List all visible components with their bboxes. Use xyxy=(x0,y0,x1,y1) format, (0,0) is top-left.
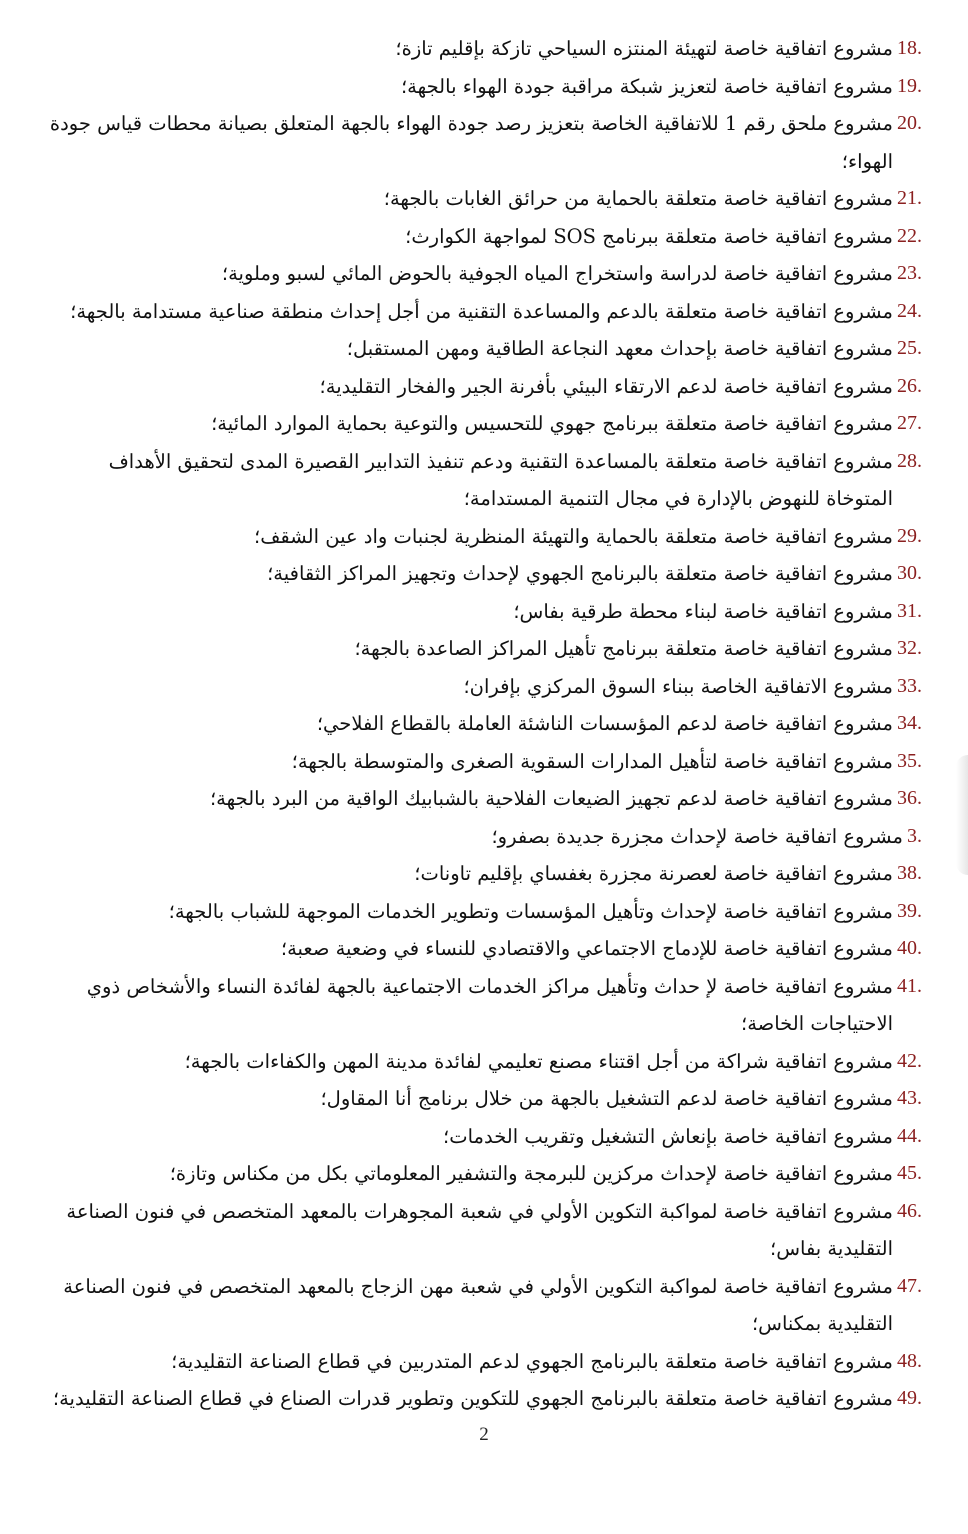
item-number: 29. xyxy=(897,524,922,547)
item-number: 34. xyxy=(897,712,922,734)
item-text: مشروع اتفاقية خاصة متعلقة بالبرنامج الجهوي لدعم المتدربين في قطاع الصناعة التقليدية؛ xyxy=(171,1349,893,1373)
list-item xyxy=(42,368,922,406)
list-item xyxy=(42,593,922,631)
item-text: مشروع اتفاقية خاصة لتأهيل المدارات السقوية الصغرى والمتوسطة بالجهة؛ xyxy=(291,749,893,773)
item-number: 22. xyxy=(897,224,922,247)
item-number: 38. xyxy=(897,862,922,884)
list-item xyxy=(42,105,922,180)
item-text: مشروع اتفاقية خاصة متعلقة ببرنامج جهوي للتحسيس والتوعية بحماية الموارد المائية؛ xyxy=(211,412,893,435)
list-item xyxy=(42,855,922,893)
item-number: 28. xyxy=(897,449,922,472)
list-item xyxy=(42,555,922,593)
item-number: 39. xyxy=(897,899,922,922)
item-text: مشروع اتفاقية خاصة لتعزيز شبكة مراقبة جودة الهواء بالجهة؛ xyxy=(400,74,893,98)
item-text: مشروع اتفاقية خاصة لمواكبة التكوين الأولي في شعبة مهن الزجاج بالمعهد المتخصص في فنون الصناعة التقليدية بمكناس؛ xyxy=(63,1274,893,1335)
item-number: 21. xyxy=(897,187,922,209)
item-text: مشروع اتفاقية خاصة لدراسة واستخراج المياه الجوفية بالحوض المائي لسبو وملوية؛ xyxy=(221,262,893,285)
list-item xyxy=(42,405,922,443)
list-item xyxy=(42,218,922,256)
item-text: مشروع اتفاقية خاصة لبناء محطة طرقية بفاس؛ xyxy=(513,599,893,623)
item-text: مشروع اتفاقية خاصة لإحداث مجزرة جديدة بصفرو؛ xyxy=(491,824,903,848)
item-number: 42. xyxy=(897,1049,922,1072)
list-item xyxy=(42,1380,922,1418)
item-text: مشروع اتفاقية خاصة للإدماج الاجتماعي والاقتصادي للنساء في وضعية صعبة؛ xyxy=(280,937,893,960)
item-number: 25. xyxy=(897,337,922,359)
item-text: مشروع اتفاقية خاصة لدعم تجهيز الضيعات الفلاحية بالشبابيك الواقية من البرد بالجهة؛ xyxy=(209,787,893,810)
page-edge-shadow xyxy=(956,755,968,875)
list-item xyxy=(42,705,922,743)
list-item xyxy=(42,818,922,856)
list-item xyxy=(42,668,922,706)
list-item xyxy=(42,1043,922,1081)
item-text: مشروع اتفاقية خاصة متعلقة بالحماية من حرائق الغابات بالجهة؛ xyxy=(383,187,893,210)
list-item xyxy=(42,1193,922,1268)
list-item xyxy=(42,893,922,931)
item-text: مشروع اتفاقية خاصة لإحداث وتأهيل المؤسسات وتطوير الخدمات الموجهة للشباب بالجهة؛ xyxy=(168,899,893,923)
list-item xyxy=(42,743,922,781)
item-number: 47. xyxy=(897,1274,922,1297)
item-text: مشروع اتفاقية خاصة لعصرنة مجزرة بغفساي بإقليم تاونات؛ xyxy=(414,862,893,885)
item-number: 46. xyxy=(897,1199,922,1222)
item-text: مشروع اتفاقية خاصة لإ حداث وتأهيل مراكز الخدمات الاجتماعية بالجهة لفائدة النساء والأشخاص ذوي الاحتياجات الخاصة؛ xyxy=(86,974,893,1035)
item-text: مشروع ملحق رقم 1 للاتفاقية الخاصة بتعزيز رصد جودة الهواء بالجهة المتعلق بصيانة محطات قياس جودة الهواء؛ xyxy=(49,112,893,173)
list-item xyxy=(42,293,922,331)
list-item xyxy=(42,968,922,1043)
item-text: مشروع اتفاقية شراكة من أجل اقتناء مصنع تعليمي لفائدة مدينة المهن والكفاءات بالجهة؛ xyxy=(184,1049,893,1073)
list-item xyxy=(42,630,922,668)
item-text: مشروع اتفاقية خاصة متعلقة بالحماية والتهيئة المنظرية لجنبات واد عين الشقف؛ xyxy=(254,524,893,548)
item-text: مشروع اتفاقية خاصة بإحداث معهد النجاعة الطاقية ومهن المستقبل؛ xyxy=(346,337,893,360)
item-number: 43. xyxy=(897,1087,922,1109)
item-number: 35. xyxy=(897,749,922,772)
list-item xyxy=(42,1080,922,1118)
item-number: 36. xyxy=(897,787,922,809)
item-number: 27. xyxy=(897,412,922,434)
item-number: 45. xyxy=(897,1162,922,1184)
list-item xyxy=(42,68,922,106)
list-item xyxy=(42,930,922,968)
list-item xyxy=(42,518,922,556)
item-number: 33. xyxy=(897,674,922,697)
item-text: مشروع اتفاقية خاصة لدعم التشغيل بالجهة من خلال برنامج أنا المقاول؛ xyxy=(320,1087,893,1110)
item-text: مشروع اتفاقية خاصة لدعم المؤسسات الناشئة العاملة بالقطاع الفلاحي؛ xyxy=(316,712,893,735)
list-item xyxy=(42,780,922,818)
item-number: 26. xyxy=(897,374,922,397)
item-number: 32. xyxy=(897,637,922,659)
item-text: مشروع اتفاقية خاصة لتهيئة المنتزه السياحي تازكة بإقليم تازة؛ xyxy=(395,37,893,60)
item-text: مشروع اتفاقية خاصة متعلقة بالبرنامج الجهوي لإحداث وتجهيز المراكز الثقافية؛ xyxy=(267,562,893,585)
item-number: 48. xyxy=(897,1349,922,1372)
page-number: 2 xyxy=(479,1424,489,1445)
item-text: مشروع اتفاقية خاصة لمواكبة التكوين الأولي في شعبة المجوهرات بالمعهد المتخصص في فنون الصناعة التقليدية بفاس؛ xyxy=(66,1199,893,1260)
item-number: 44. xyxy=(897,1124,922,1147)
item-text: مشروع اتفاقية خاصة بإنعاش التشغيل وتقريب الخدمات؛ xyxy=(443,1124,893,1148)
item-number: 31. xyxy=(897,599,922,622)
item-text: مشروع اتفاقية خاصة متعلقة بالمساعدة التقنية ودعم تنفيذ التدابير القصيرة المدى لتحقيق الأهداف المتوخاة للنهوض بالإدارة في مجال التنمية المستدامة؛ xyxy=(108,449,893,510)
item-number: 24. xyxy=(897,299,922,322)
list-item xyxy=(42,30,922,68)
list-item xyxy=(42,255,922,293)
list-item xyxy=(42,180,922,218)
item-number: 3. xyxy=(907,824,922,847)
item-number: 41. xyxy=(897,974,922,997)
list-item xyxy=(42,443,922,518)
item-number: 19. xyxy=(897,74,922,97)
list-item xyxy=(42,1155,922,1193)
agreement-list xyxy=(42,30,922,1418)
item-number: 40. xyxy=(897,937,922,959)
item-number: 49. xyxy=(897,1387,922,1409)
item-text: مشروع اتفاقية خاصة متعلقة بالدعم والمساعدة التقنية من أجل إحداث منطقة صناعية مستدامة بالجهة؛ xyxy=(70,299,893,323)
list-item xyxy=(42,1343,922,1381)
item-text: مشروع اتفاقية خاصة لإحداث مركزين للبرمجة والتشفير المعلوماتي بكل من مكناس وتازة؛ xyxy=(169,1162,893,1185)
item-text: مشروع اتفاقية خاصة لدعم الارتقاء البيئي بأفرنة الجير والفخار التقليدية؛ xyxy=(319,374,893,398)
list-item xyxy=(42,1118,922,1156)
item-text: مشروع اتفاقية خاصة متعلقة بالبرنامج الجهوي للتكوين وتطوير قدرات الصناع في قطاع الصناعة التقليدية؛ xyxy=(52,1387,893,1410)
item-number: 23. xyxy=(897,262,922,284)
item-text: مشروع اتفاقية خاصة متعلقة ببرنامج SOS لمواجهة الكوارث؛ xyxy=(405,224,893,248)
item-number: 20. xyxy=(897,112,922,134)
item-text: مشروع اتفاقية خاصة متعلقة ببرنامج تأهيل المراكز الصاعدة بالجهة؛ xyxy=(354,637,893,660)
item-text: مشروع الاتفاقية الخاصة ببناء السوق المركزي بإفران؛ xyxy=(463,674,893,698)
item-number: 18. xyxy=(897,37,922,59)
item-number: 30. xyxy=(897,562,922,584)
list-item xyxy=(42,1268,922,1343)
list-item xyxy=(42,330,922,368)
